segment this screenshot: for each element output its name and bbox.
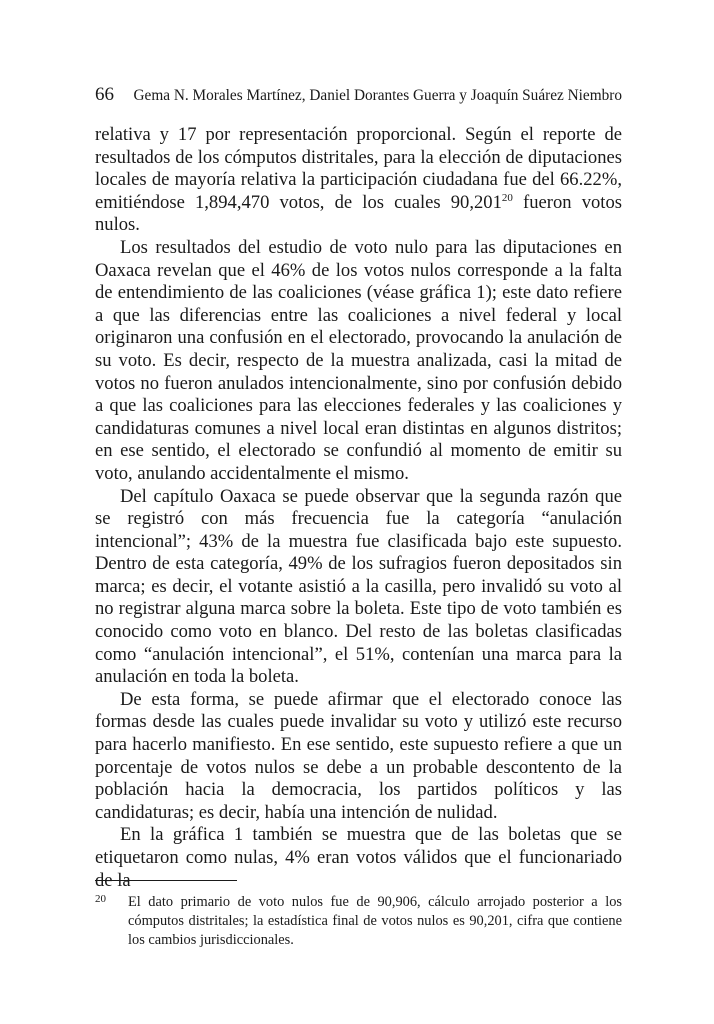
paragraph-1-text-end: fueron votos nulos. — [95, 191, 623, 236]
page-number: 66 — [95, 84, 114, 105]
footnote-number: 20 — [95, 893, 106, 905]
footnote-divider — [95, 880, 237, 881]
footnote-reference: 20 — [501, 191, 513, 204]
paragraph-3: Del capítulo Oaxaca se puede observar que la segunda razón que se registró con más frecuencia fue la categoría “anulación intencional”; 43% de la muestra fue clasificada bajo este supuesto. Dentro de esta categoría, 49% de los sufragios fueron depositados sin marca; es decir, el votante asistió a la casilla, pero invalidó su voto al no registrar alguna marca sobre la boleta. Este tipo de voto también es conocido como voto en blanco. Del resto de las boletas clasificadas como “anulación intencional”, el 51%, contenían una marca para la anulación en toda la boleta. — [95, 485, 622, 688]
running-head: Gema N. Morales Martínez, Daniel Dorantes Guerra y Joaquín Suárez Niembro — [133, 87, 622, 104]
paragraph-5: En la gráfica 1 también se muestra que de las boletas que se etiquetaron como nulas, 4% eran votos válidos que el funcionariado de la — [95, 824, 622, 891]
paragraph-4: De esta forma, se puede afirmar que el electorado conoce las formas desde las cuales puede invalidar su voto y utilizó este recurso para hacerlo manifiesto. En ese sentido, este supuesto refiere a que un porcentaje de votos nulos se debe a un probable descontento de la población hacia la democracia, los partidos políticos y las candidaturas; es decir, había una intención de nulidad. — [95, 688, 622, 823]
body-text — [95, 124, 622, 892]
paragraph-1-text: relativa y 17 por representación proporcional. Según el reporte de resultados de los cómputos distritales, para la elección de diputaciones locales de mayoría relativa la participación ciudadana fue del 66.22%, emitiéndose 1,894,470 votos, de los cuales 90,201 — [95, 124, 622, 213]
footnote — [95, 893, 622, 950]
paragraph-1 — [95, 124, 622, 237]
footnote-text: El dato primario de voto nulos fue de 90,906, cálculo arrojado posterior a los cómputos distritales; la estadística final de votos nulos es 90,201, cifra que contiene los cambios jurisdiccionales. — [128, 894, 622, 948]
paragraph-2: Los resultados del estudio de voto nulo para las diputaciones en Oaxaca revelan que el 46% de los votos nulos corresponde a la falta de entendimiento de las coaliciones (véase gráfica 1); este dato refiere a que las diferencias entre las coaliciones a nivel federal y local originaron una confusión en el electorado, provocando la anulación de su voto. Es decir, respecto de la muestra analizada, casi la mitad de votos no fueron anulados intencionalmente, sino por confusión debido a que las coaliciones para las elecciones federales y las coaliciones y candidaturas comunes a nivel local eran distintas en algunos distritos; en ese sentido, el electorado se confundió al momento de emitir su voto, anulando accidentalmente el mismo. — [95, 236, 622, 484]
page-header — [95, 84, 622, 108]
